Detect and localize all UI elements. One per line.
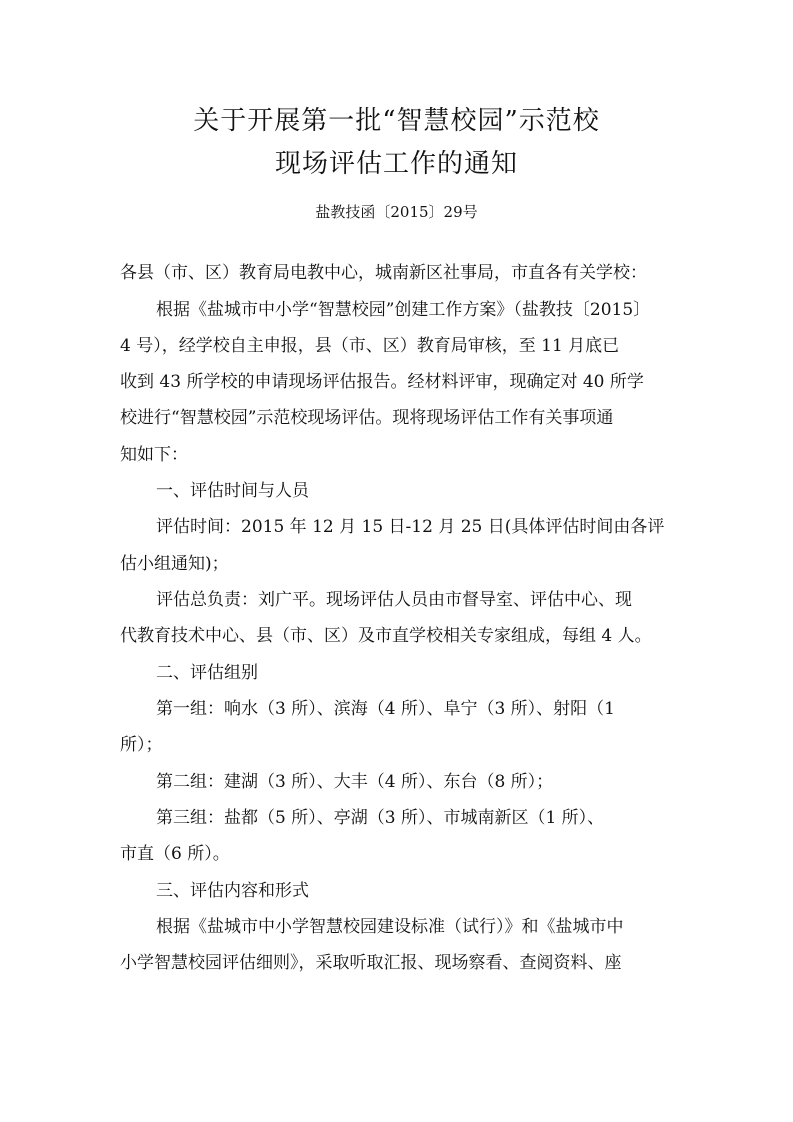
document-title-line-1: 关于开展第一批“智慧校园”示范校 <box>193 106 600 136</box>
body-line: 小学智慧校园评估细则》，采取听取汇报、现场察看、查阅资料、座 <box>120 953 622 973</box>
body-line: 根据《盐城市中小学“智慧校园”创建工作方案》（盐教技〔2015〕 <box>156 300 651 320</box>
body-line: 校进行“智慧校园”示范校现场评估。现将现场评估工作有关事项通 <box>120 408 614 428</box>
body-line: 所）； <box>120 735 163 755</box>
body-line: 估小组通知)； <box>120 554 229 574</box>
document-number: 盐教技函〔2015〕29号 <box>315 203 478 221</box>
section-heading: 二、评估组别 <box>156 663 258 683</box>
body-line: 收到 43 所学校的申请现场评估报告。经材料评审，现确定对 40 所学 <box>120 372 644 392</box>
body-line: 4 号），经学校自主申报，县（市、区）教育局审核，至 11 月底已 <box>120 336 620 356</box>
body-line: 第二组：建湖（3 所）、大丰（4 所）、东台（8 所）； <box>156 772 554 792</box>
body-line: 评估时间：2015 年 12 月 15 日-12 月 25 日(具体评估时间由各评 <box>156 517 665 537</box>
body-line: 评估总负责：刘广平。现场评估人员由市督导室、评估中心、现 <box>156 590 632 610</box>
body-line: 市直（6 所）。 <box>120 844 230 864</box>
body-line: 第一组：响水（3 所）、滨海（4 所）、阜宁（3 所）、射阳（1 <box>156 699 615 719</box>
body-line: 知如下： <box>120 445 188 465</box>
body-line: 代教育技术中心、县（市、区）及市直学校相关专家组成，每组 4 人。 <box>120 626 652 646</box>
salutation: 各县（市、区）教育局电教中心，城南新区社事局，市直各有关学校： <box>120 263 647 283</box>
section-heading: 一、评估时间与人员 <box>156 481 309 501</box>
body-line: 根据《盐城市中小学智慧校园建设标准（试行）》和《盐城市中 <box>156 917 624 937</box>
document-title-line-2: 现场评估工作的通知 <box>274 149 518 179</box>
section-heading: 三、评估内容和形式 <box>156 881 309 901</box>
body-line: 第三组：盐都（5 所）、亭湖（3 所）、市城南新区（1 所）、 <box>156 808 605 828</box>
